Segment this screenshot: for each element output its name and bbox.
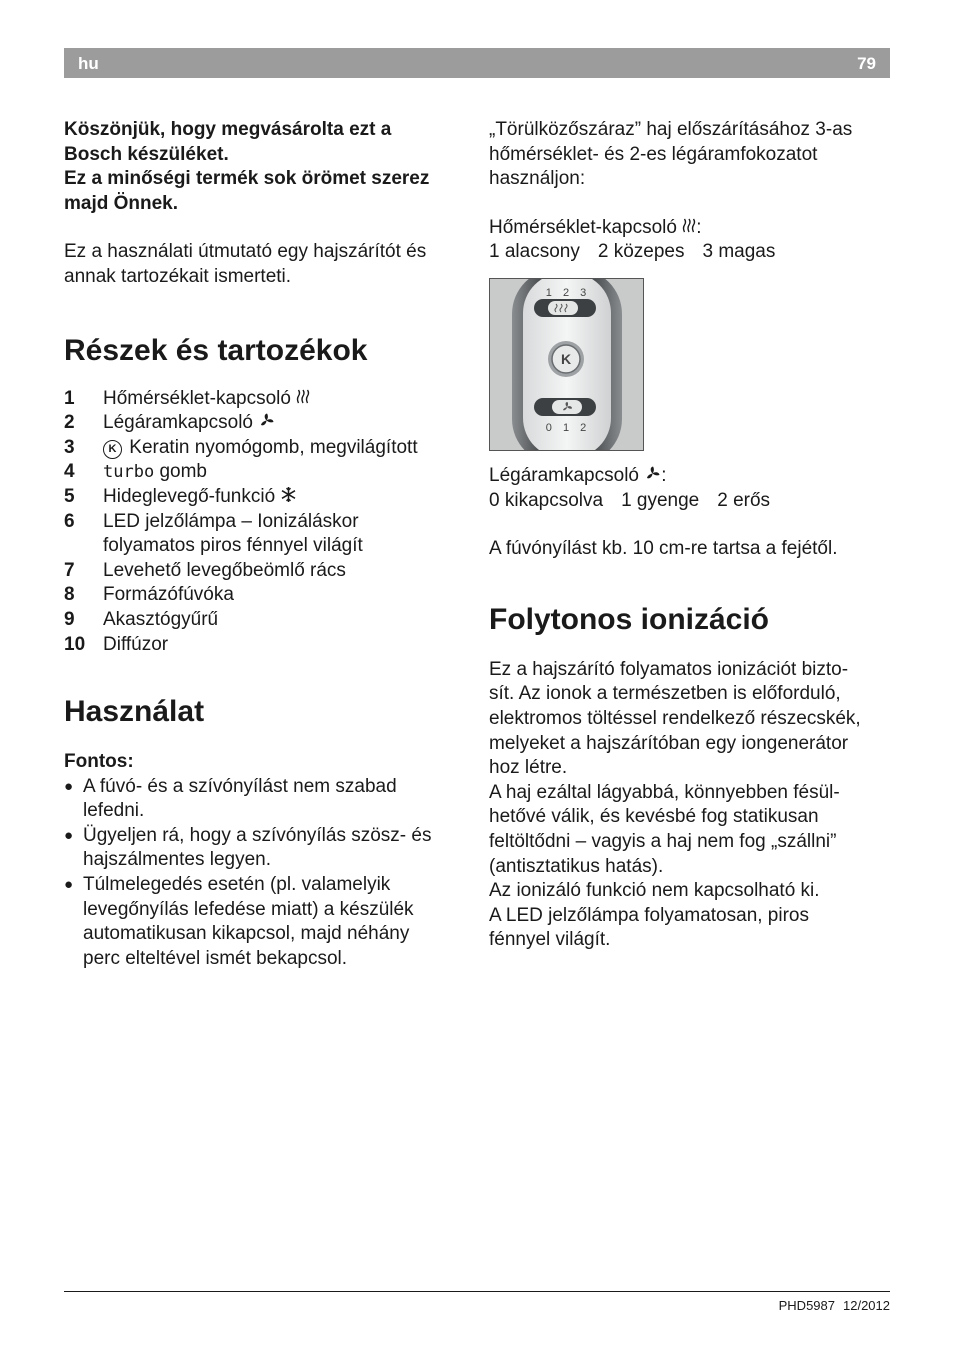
device-keratin-label: K (560, 350, 572, 367)
ion-line: Az ionizáló funkció nem kapcsolható ki. (489, 880, 820, 902)
ion-line: sít. Az ionok a természetben is előforduló, (489, 683, 841, 705)
right-column (489, 118, 894, 953)
parts-item-number: 4 (64, 461, 75, 483)
distance-note: A fúvónyílást kb. 10 cm-re tartsa a fejétől. (489, 538, 838, 560)
usage-bullet-list (64, 775, 464, 972)
parts-heading: Részek és tartozékok (64, 333, 368, 367)
parts-item-text: Hőmérséklet-kapcsoló (103, 387, 291, 409)
parts-item-text: Formázófúvóka (103, 584, 234, 606)
bullet-line: perc elteltével ismét bekapcsol. (83, 947, 348, 969)
keratin-k-icon: K (103, 440, 122, 459)
parts-item-3 (64, 436, 464, 461)
hairdryer-switch-illustration (490, 279, 643, 450)
bullet-line: A fúvó- és a szívónyílást nem szabad (83, 775, 397, 797)
temp-scale (489, 240, 894, 265)
usage-bullet-item (64, 873, 464, 971)
parts-item-number: 10 (64, 633, 86, 655)
air-scale-item: 1 gyenge (621, 489, 700, 511)
ion-line: (antisztatikus hatás). (489, 855, 664, 877)
parts-item-10 (64, 633, 464, 658)
parts-item-number: 5 (64, 485, 75, 507)
intro-description (64, 240, 464, 289)
parts-item-text: Keratin nyomógomb, megvilágított (129, 436, 418, 458)
bullet-line: Ügyeljen rá, hogy a szívónyílás szösz- és (83, 824, 432, 846)
air-scale-item: 0 kikapcsolva (489, 489, 604, 511)
ion-line: hoz létre. (489, 757, 568, 779)
heat-icon (682, 217, 696, 234)
temp-switch-line: Hőmérséklet-kapcsoló : (489, 216, 702, 238)
parts-item-7 (64, 559, 464, 584)
bullet-symbol: ● (64, 876, 74, 894)
ion-line: melyeket a hajszárítóban egy iongenerátor (489, 732, 849, 754)
ion-line: fénnyel világít. (489, 929, 611, 951)
intro-desc-line: Ez a használati útmutató egy hajszárítót és (64, 241, 427, 263)
usage-bullet-item (64, 775, 464, 824)
predry-line: használjon: (489, 168, 586, 190)
language-code: hu (78, 54, 99, 73)
bullet-line: automatikusan kikapcsol, majd néhány (83, 923, 410, 945)
parts-item-text: folyamatos piros fénnyel világít (103, 535, 363, 557)
footer-model: PHD5987 (778, 1298, 835, 1313)
footer-rule (64, 1291, 890, 1292)
ion-line: hetővé válik, és kevésbé fog statikusan (489, 806, 819, 828)
important-label: Fontos: (64, 751, 134, 773)
parts-item-4 (64, 460, 464, 485)
air-switch-label: Légáramkapcsoló (489, 464, 639, 486)
parts-item-text: Légáramkapcsoló (103, 412, 253, 434)
intro-desc-line: annak tartozékait ismerteti. (64, 265, 292, 287)
page-number: 79 (857, 54, 876, 73)
air-switch-line: Légáramkapcsoló : (489, 464, 667, 486)
intro-line: Ez a minőségi termék sok örömet szerez (64, 168, 430, 190)
parts-item-text: Hideglevegő-funkció (103, 485, 276, 507)
parts-item-8 (64, 583, 464, 608)
bullet-line: Túlmelegedés esetén (pl. valamelyik (83, 874, 391, 896)
parts-item-text: Levehető levegőbeömlő rács (103, 559, 346, 581)
intro-line: Köszönjük, hogy megvásárolta ezt a (64, 119, 392, 140)
parts-item-9 (64, 608, 464, 633)
ionization-paragraph (489, 658, 894, 953)
predry-paragraph (489, 118, 894, 192)
usage-heading: Használat (64, 695, 205, 729)
heat-icon (296, 388, 310, 405)
ion-line: A haj ezáltal lágyabbá, könnyebben fésül- (489, 781, 840, 803)
intro-line: Bosch készüléket. (64, 143, 229, 165)
parts-item-text: gomb (159, 461, 207, 483)
parts-item-number: 8 (64, 584, 75, 606)
bullet-line: lefedni. (83, 800, 145, 822)
predry-line: hőmérséklet- és 2-es légáramfokozatot (489, 143, 818, 165)
device-top-numbers: 1 2 3 (545, 286, 591, 299)
temp-switch-label: Hőmérséklet-kapcsoló (489, 216, 677, 238)
ion-line: Ez a hajszárító folyamatos ionizációt bizto- (489, 658, 849, 680)
parts-item-text: LED jelzőlámpa – Ionizáláskor (103, 510, 359, 532)
parts-item-6 (64, 510, 464, 559)
parts-item-2 (64, 411, 464, 436)
parts-item-number: 9 (64, 608, 75, 630)
predry-line: „Törülközőszáraz” haj előszárításához 3-as (489, 119, 853, 140)
parts-item-text: Diffúzor (103, 633, 169, 655)
bullet-symbol: ● (64, 826, 74, 844)
parts-item-number: 7 (64, 559, 75, 581)
parts-item-number: 3 (64, 436, 75, 458)
bullet-line: hajszálmentes legyen. (83, 849, 271, 871)
parts-item-text: Akasztógyűrű (103, 608, 219, 630)
footer (779, 1298, 890, 1313)
fan-icon (644, 465, 661, 482)
parts-list (64, 387, 464, 658)
bullet-line: levegőnyílás lefedése miatt) a készülék (83, 898, 414, 920)
header-bar (64, 48, 890, 78)
parts-item-number: 2 (64, 412, 75, 434)
footer-date: 12/2012 (843, 1298, 890, 1313)
ion-line: feltöltődni – vagyis a haj nem fog „szállni” (489, 830, 837, 852)
snowflake-icon (280, 486, 297, 503)
fan-icon (258, 412, 275, 429)
temp-scale-item: 2 közepes (597, 241, 685, 263)
usage-bullet-item (64, 824, 464, 873)
turbo-label: turbo (103, 462, 155, 483)
intro-line: majd Önnek. (64, 192, 179, 214)
ion-line: elektromos töltéssel rendelkező részecskék, (489, 707, 861, 729)
parts-item-5 (64, 485, 464, 510)
air-scale (489, 489, 894, 514)
intro-thanks (64, 118, 464, 216)
switch-panel-image (489, 278, 644, 451)
ion-line: A LED jelzőlámpa folyamatosan, piros (489, 904, 809, 926)
device-bottom-numbers: 0 1 2 (545, 421, 591, 434)
parts-item-number: 6 (64, 510, 75, 532)
bullet-symbol: ● (64, 777, 74, 795)
left-column (64, 118, 464, 971)
air-scale-item: 2 erős (717, 489, 771, 511)
ionization-heading: Folytonos ionizáció (489, 602, 770, 636)
temp-scale-item: 3 magas (702, 241, 776, 263)
temp-scale-item: 1 alacsony (489, 241, 580, 263)
parts-item-number: 1 (64, 387, 75, 409)
parts-item-1 (64, 387, 464, 412)
